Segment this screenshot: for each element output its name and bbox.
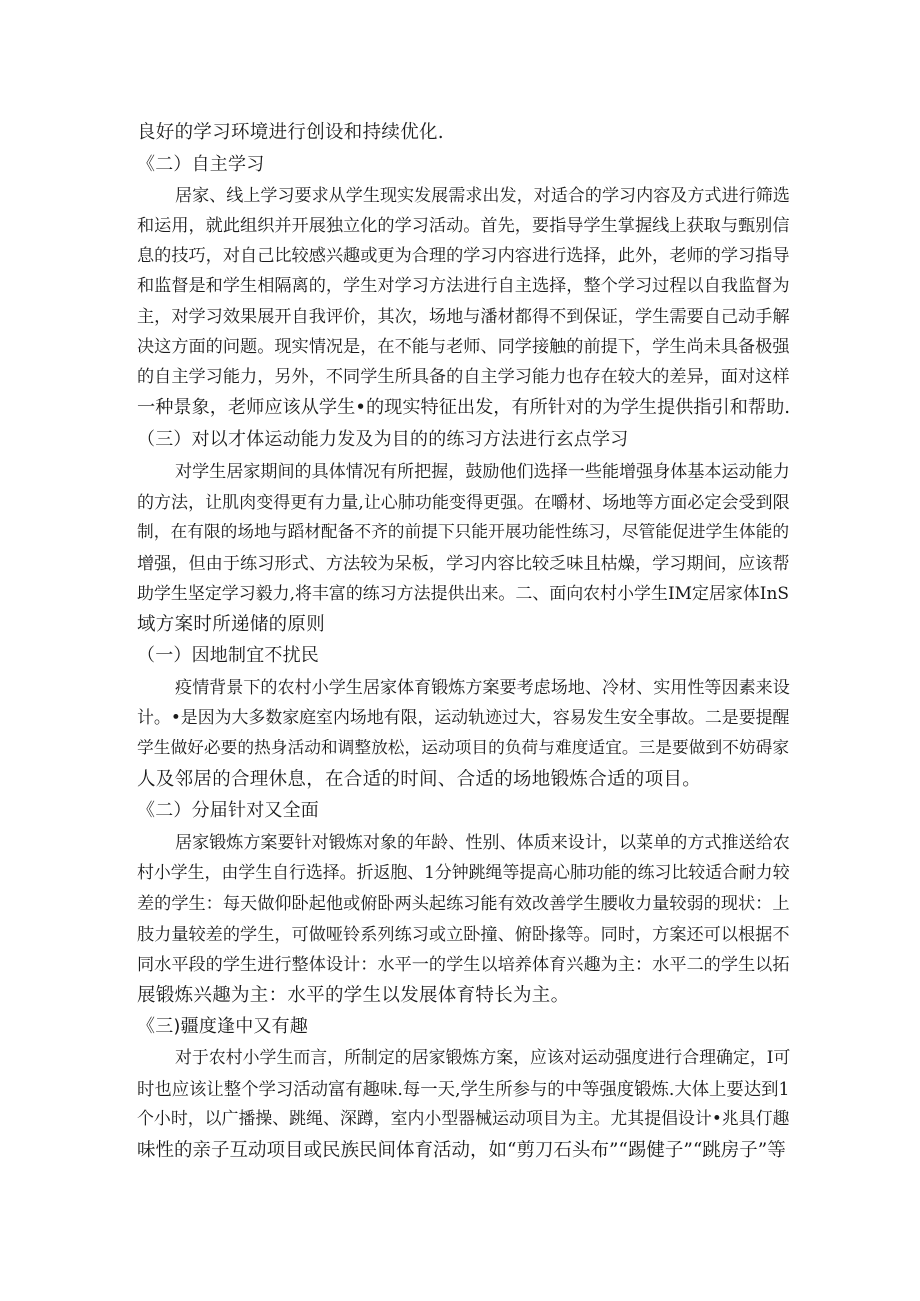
text-line: 计。•是因为大多数家庭室内场地有限，运动轨迹过大，容易发生安全事故。二是要提醒 <box>137 707 790 727</box>
text-line: 决这方面的问题。现实情况是，在不能与老师、同学接触的前提下，学生尚未具备极强 <box>137 337 790 357</box>
text-line: 助学生坚定学习毅力,将丰富的练习方法提供出来。二、面向农村小学生IM定居家体InS <box>137 583 790 603</box>
text-line: 增强，但由于练习形式、方法较为呆板，学习内容比较乏味且枯燥，学习期间，应该帮 <box>137 554 790 574</box>
text-line: 一种景象，老师应该从学生•的现实特征出发，有所针对的为学生提供指引和帮助. <box>137 397 791 418</box>
text-line: 人及邻居的合理休息，在合适的时间、合适的场地锻炼合适的项目。 <box>137 769 702 790</box>
text-line: 时也应该让整个学习活动富有趣味.每一天,学生所参与的中等强度锻炼.大体上要达到1 <box>137 1080 790 1100</box>
text-line: 的自主学习能力，另外，不同学生所具备的自主学习能力也存在较大的差异，面对这样 <box>137 367 790 387</box>
text-line: 对学生居家期间的具体情况有所把握，鼓励他们选择一些能增强身体基本运动能力 <box>175 462 790 482</box>
text-line: 主，对学习效果展开自我评价，其次，场地与潘材都得不到保证，学生需要自己动手解 <box>137 307 790 327</box>
text-line: 味性的亲子互动项目或民族民间体育活动，如“剪刀石头布”“踢健子”“跳房子”等 <box>137 1140 786 1161</box>
section-heading: 《二）自主学习 <box>137 154 265 175</box>
text-line: 制，在有限的场地与蹈材配备不齐的前提下只能开展功能性练习，尽管能促进学生体能的 <box>137 521 790 541</box>
text-line: 和运用，就此组织并开展独立化的学习活动。首先，要指导学生掌握线上获取与甄别信 <box>137 216 790 236</box>
text-line: 对于农村小学生而言，所制定的居家锻炼方案，应该对运动强度进行合理确定，I可 <box>175 1047 791 1067</box>
text-line: 展锻炼兴趣为主：水平的学生以发展体育特长为主。 <box>137 985 570 1006</box>
text-line: 疫情背景下的农村小学生居家体育锻炼方案要考虑场地、冷材、实用性等因素来设 <box>175 678 790 698</box>
section-heading: 《二）分届针对又全面 <box>137 800 319 821</box>
text-line: 居家锻炼方案要针对锻炼对象的年龄、性别、体质来设计，以菜单的方式推送给农 <box>175 833 790 853</box>
text-line: 息的技巧，对自己比较感兴趣或更为合理的学习内容进行选择，此外，老师的学习指导 <box>137 246 790 266</box>
text-line: 和监督是和学生相隔离的，学生对学习方法进行自主选择，整个学习过程以自我监督为 <box>137 276 790 296</box>
section-heading: （三）对以才体运动能力发及为目的的练习方法进行玄点学习 <box>137 429 629 450</box>
text-line: 同水平段的学生进行整体设计：水平一的学生以培养体育兴趣为主：水平二的学生以拓 <box>137 955 790 975</box>
section-heading: （一）因地制宜不扰民 <box>137 645 319 666</box>
text-line: 良好的学习环境进行创设和持续优化. <box>137 122 444 143</box>
text-line: 域方案时所递储的原则 <box>137 614 326 635</box>
text-line: 村小学生，由学生自行选择。折返胞、1分钟跳绳等提高心肺功能的练习比较适合耐力较 <box>137 862 790 882</box>
text-line: 差的学生：每天做仰卧起他或俯卧两头起练习能有效改善学生腰收力量较弱的现状：上 <box>137 894 790 914</box>
text-line: 的方法，让肌肉变得更有力量,让心肺功能变得更强。在嚼材、场地等方面必定会受到限 <box>137 493 790 513</box>
section-heading: 《三)疆度逢中又有趣 <box>137 1016 309 1037</box>
text-line: 居家、线上学习要求从学生现实发展需求出发，对适合的学习内容及方式进行筛选 <box>175 186 790 206</box>
text-line: 肢力量较差的学生，可做哑铃系列练习或立卧撞、俯卧掾等。同时，方案还可以根据不 <box>137 925 790 945</box>
text-line: 个小时，以广播操、跳绳、深蹲，室内小型器械运动项目为主。尤其提倡设计•兆具仃趣 <box>137 1108 790 1128</box>
text-line: 学生做好必要的热身活动和调整放松，运动项目的负荷与难度适宜。三是要做到不妨碍家 <box>137 737 790 757</box>
